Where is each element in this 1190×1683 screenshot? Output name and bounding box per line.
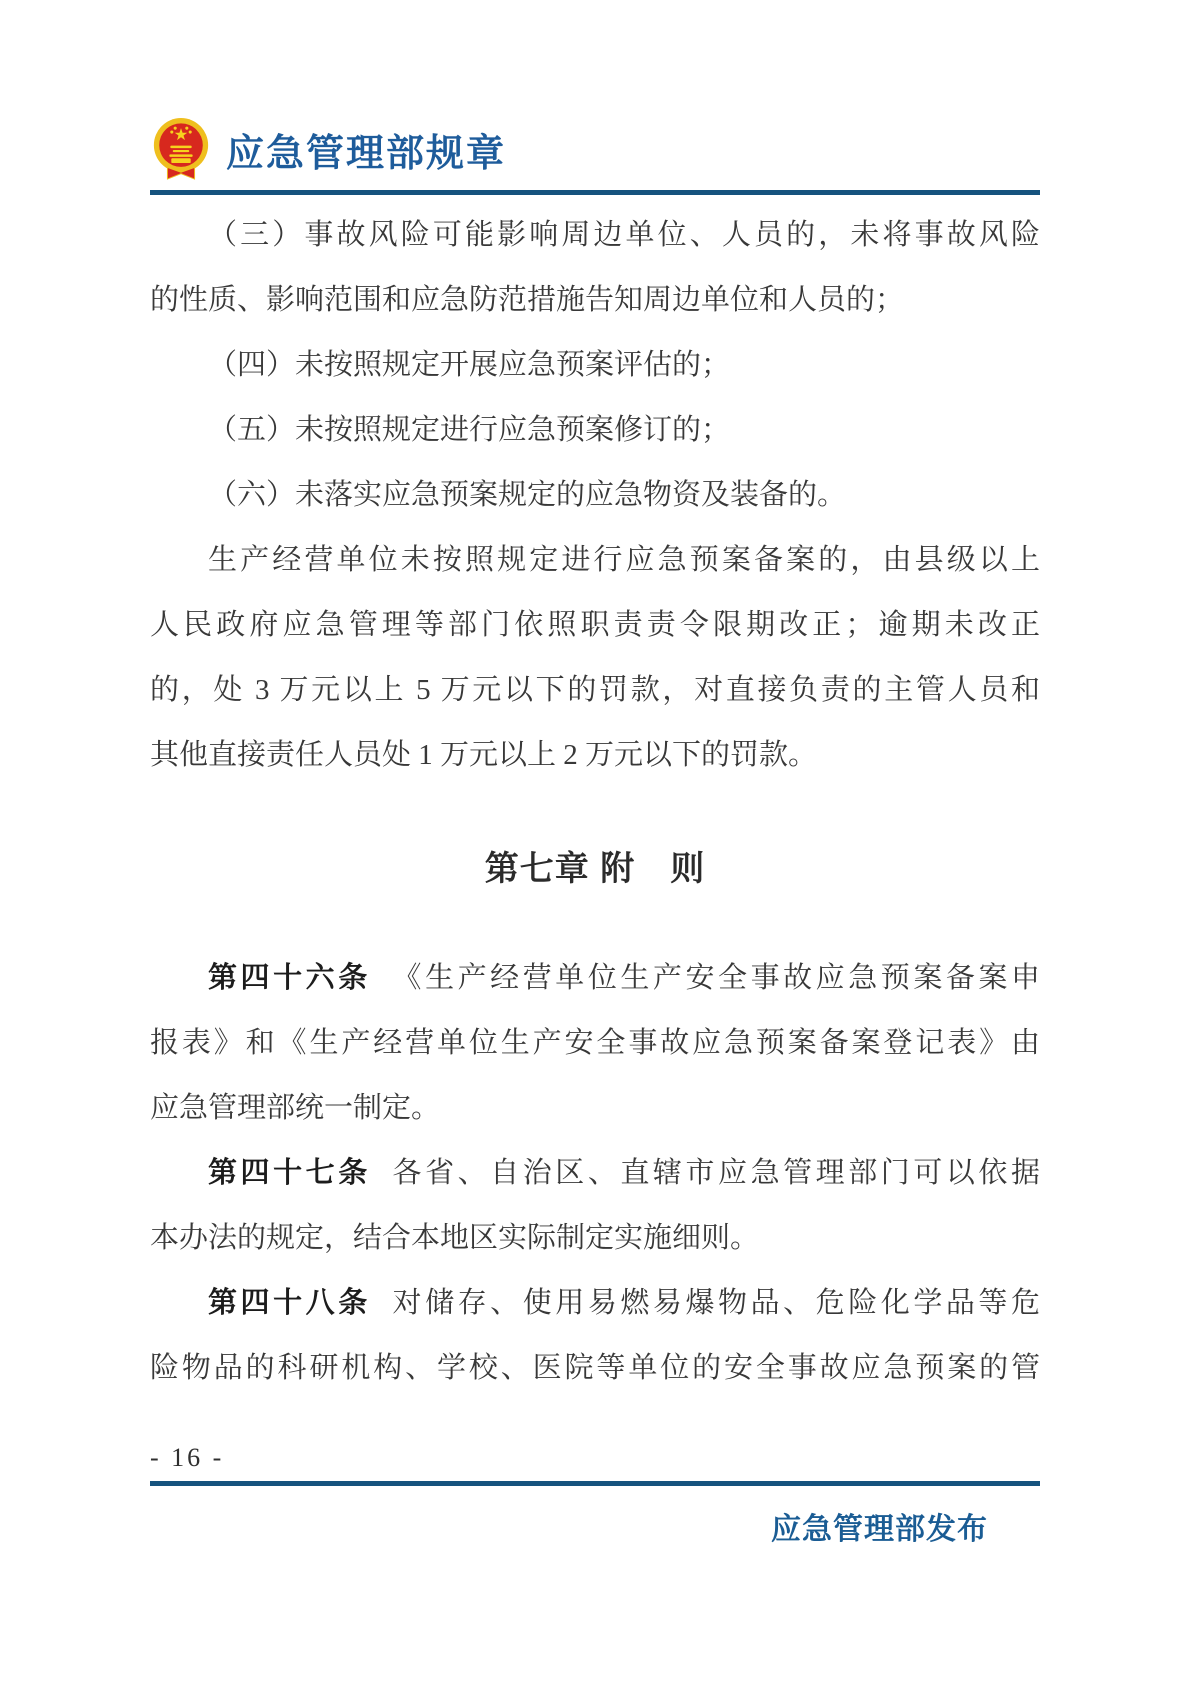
article-number: 第四十七条: [208, 1157, 371, 1189]
article-line: [150, 1206, 1040, 1271]
line-text: 本办法的规定，结合本地区实际制定实施细则。: [150, 1222, 760, 1254]
page-header: [150, 117, 1040, 181]
body-line: [150, 528, 1040, 593]
publisher-label: 应急管理部发布: [771, 1513, 988, 1546]
line-text: 险物品的科研机构、学校、医院等单位的安全事故应急预案的管: [150, 1352, 1040, 1384]
document-body: [150, 203, 1040, 788]
body-line: [150, 658, 1040, 723]
article-line: [150, 1271, 1040, 1336]
line-text: 人民政府应急管理等部门依照职责责令限期改正；逾期未改正: [150, 609, 1040, 641]
line-text: 报表》和《生产经营单位生产安全事故应急预案备案登记表》由: [150, 1027, 1040, 1059]
article-number: 第四十八条: [208, 1287, 371, 1319]
body-line: [150, 268, 1040, 333]
line-text: 各省、自治区、直辖市应急管理部门可以依据: [392, 1157, 1040, 1189]
line-text: 的性质、影响范围和应急防范措施告知周边单位和人员的；: [150, 284, 905, 316]
body-line: [150, 463, 1040, 528]
line-text: 生产经营单位未按照规定进行应急预案备案的，由县级以上: [208, 544, 1040, 576]
article-line: [150, 1336, 1040, 1401]
line-text: （三）事故风险可能影响周边单位、人员的，未将事故风险: [208, 219, 1040, 251]
line-text: 对储存、使用易燃易爆物品、危险化学品等危: [392, 1287, 1040, 1319]
footer-rule: [150, 1481, 1040, 1486]
articles-section: [150, 946, 1040, 1401]
line-text: 其他直接责任人员处 1 万元以上 2 万元以下的罚款。: [150, 739, 818, 771]
page-header-title: 应急管理部规章: [226, 132, 507, 175]
line-text: 应急管理部统一制定。: [150, 1092, 441, 1124]
line-text: 《生产经营单位生产安全事故应急预案备案申: [392, 962, 1040, 994]
page-number: - 16 -: [150, 1443, 225, 1472]
body-line: [150, 333, 1040, 398]
chapter-heading: 第七章 附 则: [484, 850, 706, 888]
article-line: [150, 1141, 1040, 1206]
article-line: [150, 1011, 1040, 1076]
article-line: [150, 1076, 1040, 1141]
article-number: 第四十六条: [208, 962, 371, 994]
body-line: [150, 593, 1040, 658]
line-text: （六）未落实应急预案规定的应急物资及装备的。: [208, 479, 847, 511]
line-text: （五）未按照规定进行应急预案修订的；: [208, 414, 731, 446]
article-line: [150, 946, 1040, 1011]
national-emblem-icon: [150, 117, 212, 181]
body-line: [150, 723, 1040, 788]
line-text: （四）未按照规定开展应急预案评估的；: [208, 349, 731, 381]
body-line: [150, 398, 1040, 463]
body-line: [150, 203, 1040, 268]
header-rule: [150, 190, 1040, 195]
line-text: 的，处 3 万元以上 5 万元以下的罚款，对直接负责的主管人员和: [150, 674, 1040, 706]
